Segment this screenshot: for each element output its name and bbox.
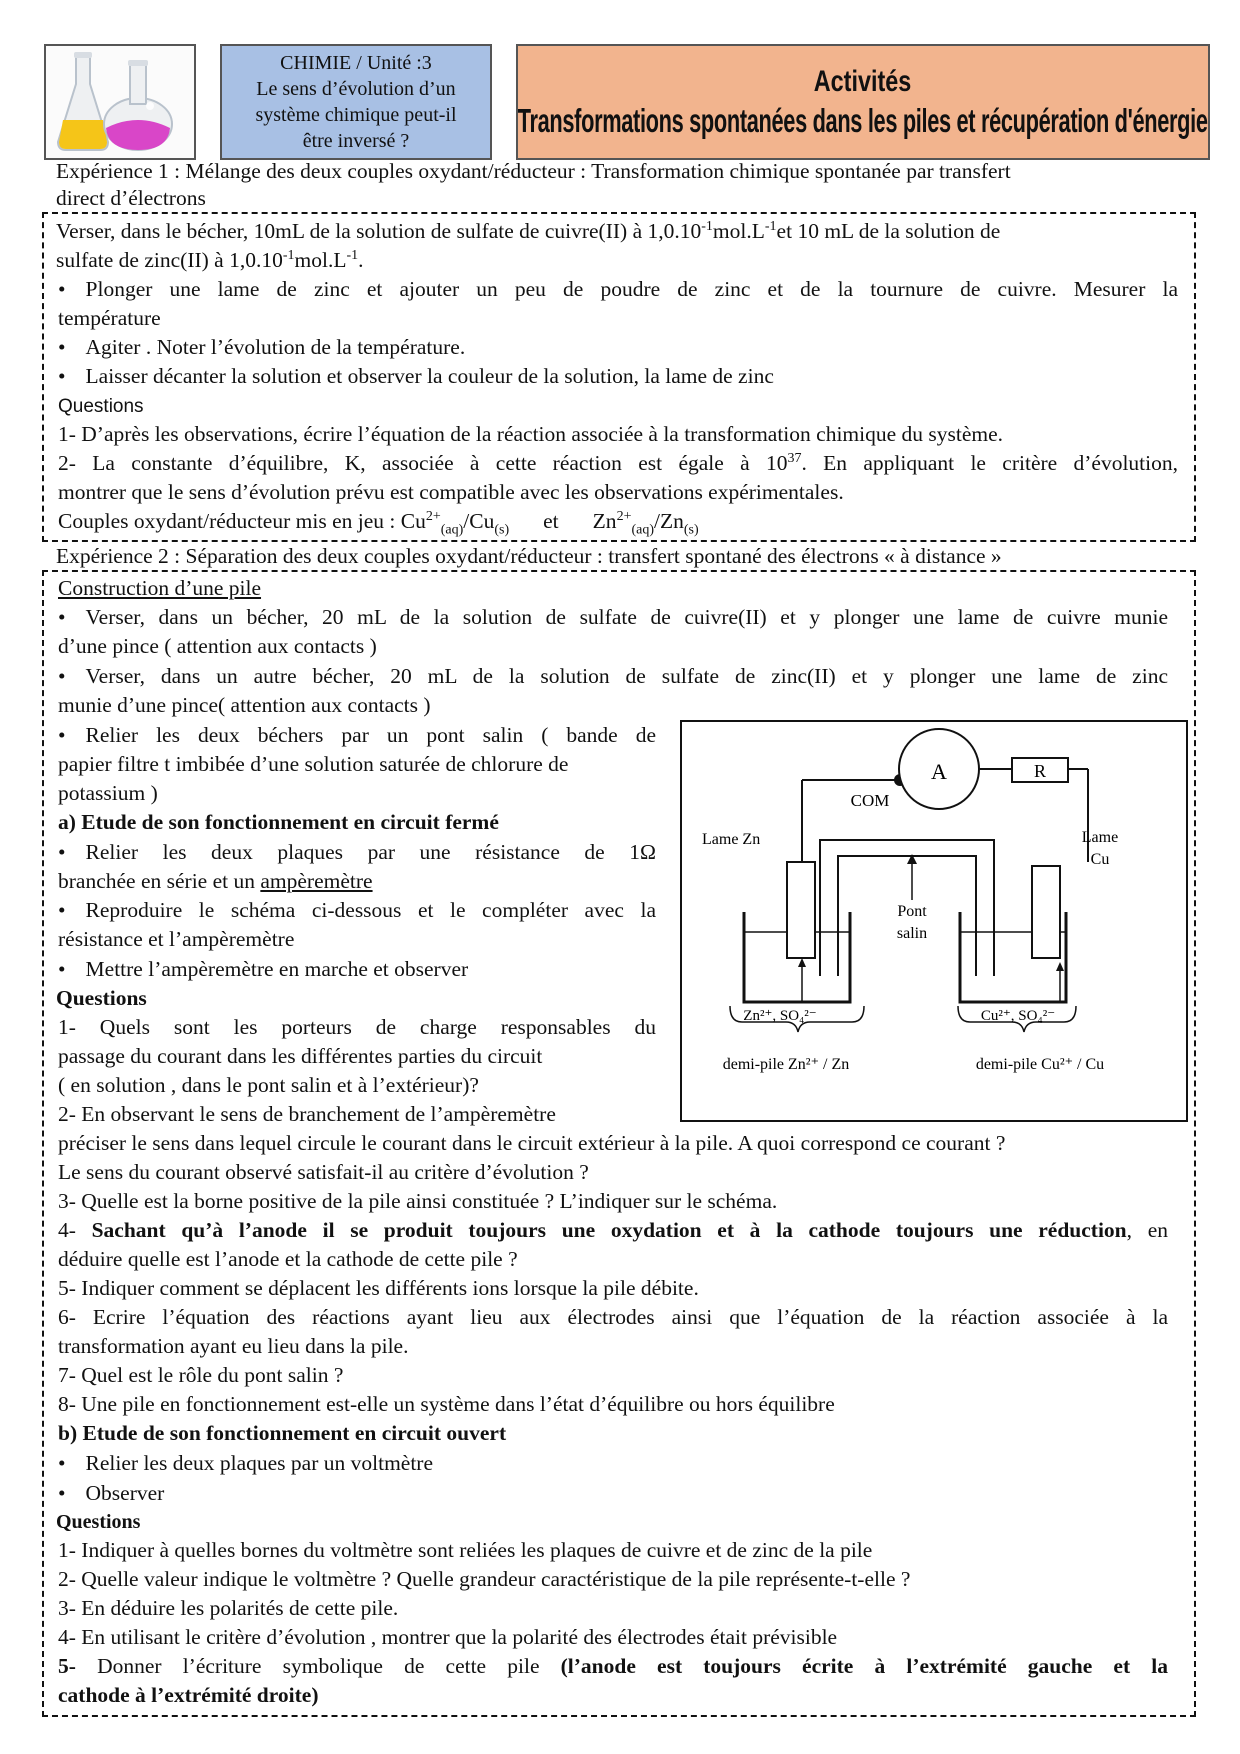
exp1-bullet-3: • Laisser décanter la solution et observer la couleur de la solution, la lame de zinc <box>58 362 774 391</box>
exp2-b-question-5-cont: cathode à l’extrémité droite) <box>58 1683 319 1707</box>
exp2-section-a-title: a) Etude de son fonctionnement en circuit fermé <box>58 810 499 834</box>
exp2-b-bullet-2: • Observer <box>58 1479 164 1508</box>
exp2-a-question-2-cont-1: préciser le sens dans lequel circule le courant dans le circuit extérieur à la pile. A quoi correspond ce courant ? <box>58 1131 1006 1155</box>
pont-salin-label-2: salin <box>896 925 928 942</box>
lame-cu-label-2: Cu <box>1090 851 1110 868</box>
exp2-a-bullet-1-cont: branchée en série et un ampèremètre <box>58 869 373 893</box>
unit-line-4: être inversé ? <box>302 130 410 152</box>
exp2-a-question-5: 5- Indiquer comment se déplacent les différents ions lorsque la pile débite. <box>58 1276 699 1300</box>
exp2-a-question-4: 4- Sachant qu’à l’anode il se produit toujours une oxydation et à la cathode toujours une réduction, en <box>58 1218 1168 1242</box>
unit-line-3: système chimique peut-il <box>255 104 457 126</box>
exp2-construct-2: • Verser, dans un autre bécher, 20 mL de la solution de sulfate de zinc(II) et y plonger une lame de zinc <box>58 662 1168 691</box>
ions-left-label: Zn²⁺, SO₄²⁻ <box>743 1008 817 1024</box>
exp2-b-questions-label: Questions <box>56 1511 141 1533</box>
unit-line-1: CHIMIE / Unité :3 <box>280 52 432 74</box>
ions-right-label: Cu²⁺, SO₄²⁻ <box>980 1008 1056 1024</box>
page-subtitle: Transformations spontanées dans les piles et récupération d'énergie <box>518 102 1208 139</box>
daniell-cell-diagram <box>682 722 1186 1120</box>
exp2-a-question-2-cont-2: Le sens du courant observé satisfait-il au critère d’évolution ? <box>58 1160 589 1184</box>
exp2-a-bullet-1: • Relier les deux plaques par une résistance de 1Ω <box>58 838 656 867</box>
exp2-a-question-1-cont-1: passage du courant dans les différentes parties du circuit <box>58 1044 543 1068</box>
exp2-b-question-2: 2- Quelle valeur indique le voltmètre ? Quelle grandeur caractéristique de la pile représente-t-elle ? <box>58 1567 911 1591</box>
exp1-questions-label: Questions <box>58 396 144 417</box>
exp2-section-b-title: b) Etude de son fonctionnement en circuit ouvert <box>58 1421 507 1445</box>
exp1-bullet-2: • Agiter . Noter l’évolution de la température. <box>58 333 465 362</box>
com-label: COM <box>850 791 890 810</box>
pont-salin-label-1: Pont <box>897 903 927 920</box>
exp1-question-2-cont: montrer que le sens d’évolution prévu est compatible avec les observations expérimentales. <box>58 480 844 504</box>
exp2-a-bullet-3: • Mettre l’ampèremètre en marche et observer <box>58 955 468 984</box>
exp1-bullet-1-cont: température <box>58 306 161 330</box>
flask-logo <box>44 44 196 160</box>
flask-icon <box>46 46 194 158</box>
exp1-couples: Couples oxydant/réducteur mis en jeu : $Cu^{2+}_{(aq)}/Cu_{(s)}$ et $Zn^{2+}_{(aq)}/Zn_{(s)}$ <box>58 508 699 538</box>
exp2-b-question-4: 4- En utilisant le critère d’évolution , montrer que la polarité des électrodes était prévisible <box>58 1625 838 1649</box>
half-cell-right-label: demi-pile Cu²⁺ / Cu <box>975 1056 1105 1073</box>
unit-line-2: Le sens d’évolution d’un <box>256 78 456 100</box>
ammeter-label: A <box>931 759 947 784</box>
exp2-construct-1: • Verser, dans un bécher, 20 mL de la solution de sulfate de cuivre(II) et y plonger une lame de cuivre munie <box>58 603 1168 632</box>
unit-box <box>220 44 492 160</box>
exp2-a-bullet-2: • Reproduire le schéma ci-dessous et le compléter avec la <box>58 896 656 925</box>
exp2-a-question-2: 2- En observant le sens de branchement de l’ampèremètre <box>58 1102 556 1126</box>
lame-zn-label: Lame Zn <box>702 831 761 848</box>
exp2-construct-3-cont-2: potassium ) <box>58 781 158 805</box>
title-box <box>516 44 1210 160</box>
exp2-b-question-3: 3- En déduire les polarités de cette pile. <box>58 1596 399 1620</box>
exp1-question-2: 2- La constante d’équilibre, K, associée à cette réaction est égale à $10^{37}$. En appliquant le critère d’évolution, <box>58 450 1179 475</box>
page-title: Activités <box>814 65 912 98</box>
exp1-verser-2: sulfate de zinc(II) à $1,0.10^{-1}mol.L^{-1}$. <box>56 247 364 272</box>
lame-cu-label-1: Lame <box>1081 829 1119 846</box>
exp2-a-question-8: 8- Une pile en fonctionnement est-elle un système dans l’état d’équilibre ou hors équilibre <box>58 1392 835 1416</box>
exp1-bullet-1: • Plonger une lame de zinc et ajouter un peu de poudre de zinc et de la tournure de cuivre. Mesurer la <box>58 275 1178 304</box>
exp2-construct-3: • Relier les deux béchers par un pont salin ( bande de <box>58 721 656 750</box>
exp2-construct-3-cont-1: papier filtre t imbibée d’une solution saturée de chlorure de <box>58 752 569 776</box>
exp2-a-question-7: 7- Quel est le rôle du pont salin ? <box>58 1363 344 1387</box>
exp2-construct-1-cont: d’une pince ( attention aux contacts ) <box>58 634 377 658</box>
exp2-a-question-4-cont: déduire quelle est l’anode et la cathode de cette pile ? <box>58 1247 518 1271</box>
exp2-a-question-6: 6- Ecrire l’équation des réactions ayant lieu aux électrodes ainsi que l’équation de la réaction associée à la <box>58 1305 1168 1329</box>
half-cell-left-label: demi-pile Zn²⁺ / Zn <box>722 1056 850 1073</box>
copper-plate <box>1032 866 1060 958</box>
zinc-plate <box>787 862 815 958</box>
exp2-a-question-3: 3- Quelle est la borne positive de la pile ainsi constituée ? L’indiquer sur le schéma. <box>58 1189 778 1213</box>
resistor-label: R <box>1033 761 1047 781</box>
exp1-heading-2: direct d’électrons <box>56 186 206 210</box>
exp2-a-question-1-cont-2: ( en solution , dans le pont salin et à l’extérieur)? <box>58 1073 479 1097</box>
exp2-a-question-6-cont: transformation ayant eu lieu dans la pile. <box>58 1334 409 1358</box>
exp2-a-bullet-2-cont: résistance et l’ampèremètre <box>58 927 295 951</box>
exp2-b-question-5: 5- Donner l’écriture symbolique de cette pile (l’anode est toujours écrite à l’extrémité gauche et la <box>58 1654 1168 1678</box>
exp1-question-1: 1- D’après les observations, écrire l’équation de la réaction associée à la transformation chimique du système. <box>58 422 1004 446</box>
exp2-a-questions-label: Questions <box>56 986 147 1010</box>
exp2-construct-2-cont: munie d’une pince( attention aux contacts ) <box>58 693 431 717</box>
exp2-heading: Expérience 2 : Séparation des deux couples oxydant/réducteur : transfert spontané des électrons « à distance » <box>56 544 1002 568</box>
exp2-b-bullet-1: • Relier les deux plaques par un voltmètre <box>58 1449 433 1478</box>
daniell-cell-figure <box>680 720 1188 1122</box>
exp1-verser-1: Verser, dans le bécher, 10mL de la solution de sulfate de cuivre(II) à $1,0.10^{-1}mol.L^{-1}et$ 10 mL de la solution de <box>56 218 1001 243</box>
exp1-heading-1: Expérience 1 : Mélange des deux couples oxydant/réducteur : Transformation chimique spontanée par transfert <box>56 159 1011 183</box>
exp2-a-question-1: 1- Quels sont les porteurs de charge responsables du <box>58 1015 656 1039</box>
exp2-construction-title: Construction d’une pile <box>58 576 262 600</box>
exp2-b-question-1: 1- Indiquer à quelles bornes du voltmètre sont reliées les plaques de cuivre et de zinc de la pile <box>58 1538 873 1562</box>
